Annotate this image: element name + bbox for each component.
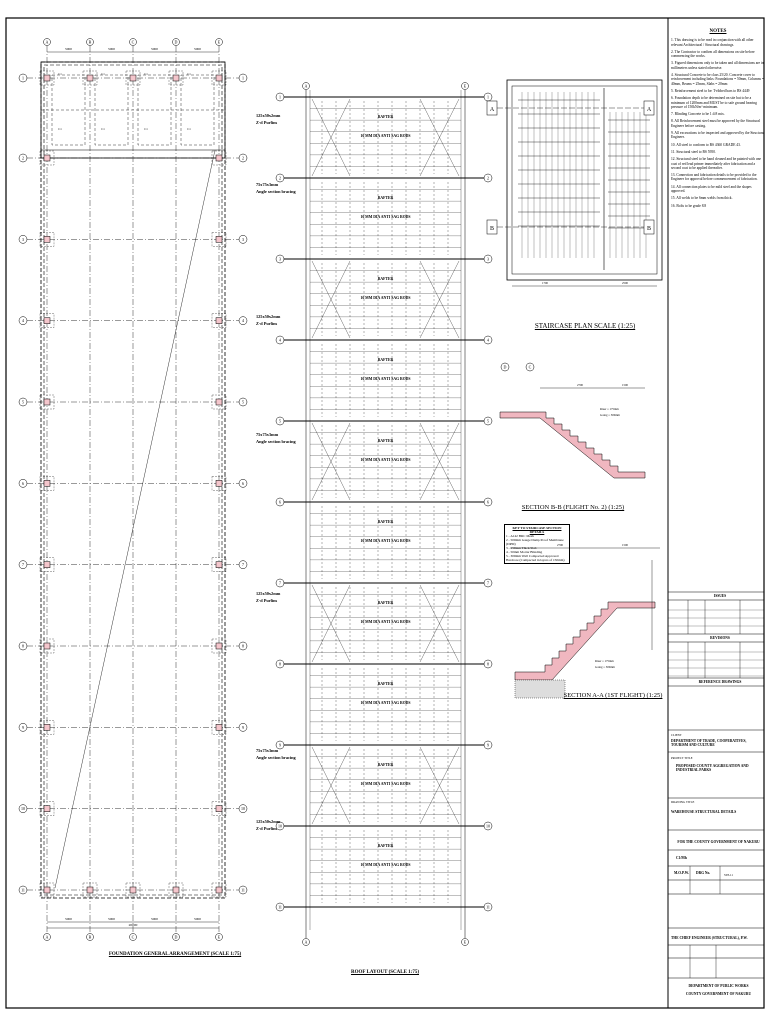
grid-number: 11 [241, 887, 245, 893]
note-item: 14. All connection plates to be mild steel and the shapes approved. [671, 184, 752, 194]
grid-number: 9 [22, 724, 24, 730]
column-base [216, 724, 222, 730]
note-item: 5. Reinforcement steel to be: T-ribbed bars to BS 4449 [671, 88, 750, 93]
note-item: 13. Connection and fabrication details to be provided to the Engineer for approval before commencement of fabrication. [671, 173, 758, 182]
column-base [216, 643, 222, 649]
signature-label: THE CHIEF ENGINEER (STRUCTURAL), P.W. [671, 936, 748, 940]
sag-rod-label: 16 MM DIA ANTI SAG RODS [360, 134, 411, 138]
column-label: C1 [187, 127, 191, 131]
grid-number: 2 [242, 155, 244, 161]
rafter-label: RAFTER [377, 358, 394, 362]
sag-rod-label: 16 MM DIA ANTI SAG RODS [360, 458, 411, 462]
grid-number: 4 [242, 318, 244, 324]
grid-number: 7 [279, 580, 281, 586]
column-base [216, 399, 222, 405]
general-notes [671, 30, 765, 211]
note-item: 4. Structural Concrete to be class 25/20. Concrete cover to reinforcement including links: Foundations = 50mm, Columns = 40mm, Beams = 25mm, Slabs = 20mm [671, 73, 764, 86]
grid-letter: C [131, 934, 135, 940]
grid-number: 10 [241, 806, 245, 812]
column-base [130, 75, 136, 81]
column-label: C1 [58, 127, 62, 131]
rafter-label: RAFTER [377, 277, 394, 281]
section-marker-a-label: A [489, 107, 495, 113]
sag-rod-label: 16 MM DIA ANTI SAG RODS [360, 215, 411, 219]
sag-rod-label: 16 MM DIA ANTI SAG RODS [360, 296, 411, 300]
grid-number: 1 [242, 75, 244, 81]
staircase-plan [487, 80, 662, 286]
grid-letter: B [88, 39, 92, 45]
side-label-1: 125x50x2mm [256, 591, 281, 596]
grid-letter: D [503, 364, 507, 370]
grid-number: 5 [242, 399, 244, 405]
staircase-key [504, 524, 570, 564]
grid-letter: A [45, 934, 49, 940]
column-base [44, 806, 50, 812]
grid-letter: E [463, 939, 467, 945]
grid-number: 3 [242, 236, 244, 242]
side-label-2: Z-d Purlins [256, 598, 278, 603]
column-label: C1 [58, 72, 62, 76]
grid-number: 6 [487, 499, 489, 505]
grid-letter: E [463, 83, 467, 89]
grid-letter: C [131, 39, 135, 45]
rafter-label: RAFTER [377, 601, 394, 605]
column-base [87, 887, 93, 893]
grid-number: 4 [487, 337, 489, 343]
sag-rod-label: 16 MM DIA ANTI SAG RODS [360, 701, 411, 705]
note-item: 1. This drawing is to be read in conjunction with all other relevant Architectural / Structural drawings. [671, 38, 754, 47]
column-base [130, 887, 136, 893]
leader-line [55, 150, 215, 888]
grid-number: 3 [279, 256, 281, 262]
revisions-label: REVISIONS [710, 636, 730, 640]
column-base [216, 480, 222, 486]
column-label: C1 [187, 72, 191, 76]
side-label-2: Z-d Purlins [256, 826, 278, 831]
going-note: Going = 300mm [600, 413, 620, 417]
key-item: 2 - 500mm Gauge Damp Proof Membrane (DPM) [506, 538, 564, 546]
reference-label: REFERENCE DRAWINGS [698, 680, 742, 684]
grid-letter: A [304, 83, 308, 89]
section-marker-b-label: B [489, 226, 495, 232]
column-base [44, 480, 50, 486]
note-item: 9. All excavations to be inspected and approved by the Structural Engineer. [671, 131, 765, 140]
side-label-1: 75x75x3mm [256, 748, 279, 753]
side-label-1: 125x50x2mm [256, 314, 281, 319]
grid-letter: A [304, 939, 308, 945]
note-item: 8. All Reinforcement steel must be approved by the Structural Engineer before casting. [671, 119, 761, 128]
sag-rod-label: 16 MM DIA ANTI SAG RODS [360, 539, 411, 543]
grid-letter: D [174, 934, 178, 940]
client-name: DEPARTMENT OF TRADE, COOPERATIVES, TOURISM AND CULTURE [671, 739, 747, 748]
note-item: 12. Structural steel to be hand cleaned and be painted with one coat of red lead primer immediately after fabrication and a second coat to be applied thereafter. [671, 157, 762, 170]
grid-number: 2 [279, 175, 281, 181]
drawing-name: WAREHOUSE STRUCTURAL DETAILS [671, 810, 737, 814]
column-base [216, 155, 222, 161]
grid-number: 8 [242, 643, 244, 649]
rafter-label: RAFTER [377, 115, 394, 119]
county-label: COUNTY GOVERNMENT OF NAKURU [685, 992, 752, 996]
grid-number: 6 [22, 480, 24, 486]
note-item: 6. Foundation depth to be determined on site but to be a minimum of 1200mm and MUST be to safe ground bearing pressure of 150kN/m² minimum. [671, 96, 757, 109]
rafter-label: RAFTER [377, 439, 394, 443]
grid-number: 1 [22, 75, 24, 81]
riser-note: Riser = 175mm [595, 659, 614, 663]
grid-number: 5 [487, 418, 489, 424]
note-item: 3. Figured dimensions only to be taken and all dimensions are in millimeters unless stated otherwise. [671, 61, 764, 70]
key-item: 1 - A142 BRC Mesh [506, 534, 534, 538]
column-label: C1 [101, 127, 105, 131]
sag-rod-label: 16 MM DIA ANTI SAG RODS [360, 782, 411, 786]
grid-number: 4 [279, 337, 281, 343]
column-base [173, 887, 179, 893]
title-block [668, 592, 764, 978]
note-item: 15. All welds to be 6mm welds from thick. [671, 196, 733, 201]
bay-dim: 5000 [194, 47, 201, 51]
column-base [216, 318, 222, 324]
bay-dim: 5000 [108, 917, 115, 921]
grid-number: 9 [242, 724, 244, 730]
section-marker-b-label: B [646, 226, 652, 232]
key-item: 4 - 50mm Mortar Blinding [506, 550, 543, 554]
client-label: CLIENT [671, 733, 682, 737]
grid-number: 10 [21, 806, 25, 812]
drg-label: DRG No. [696, 871, 711, 875]
grid-number: 11 [486, 904, 490, 910]
side-label-2: Angle section bracing [256, 439, 296, 444]
grid-letter: E [217, 39, 221, 45]
rafter-label: RAFTER [377, 520, 394, 524]
mopw-label: M.O.P.W. [674, 871, 689, 875]
rafter-label: RAFTER [377, 844, 394, 848]
going-note: Going = 300mm [595, 665, 615, 669]
column-base [44, 724, 50, 730]
staircase-plan-title: STAIRCASE PLAN SCALE (1:25) [534, 322, 636, 330]
column-label: C1 [101, 72, 105, 76]
column-label: C1 [144, 72, 148, 76]
grid-number: 7 [242, 562, 244, 568]
key-item: 5 - 300mm Well Compacted Approved Hardcore (Compacted in layers of 150mm) [506, 554, 565, 562]
grid-number: 6 [242, 480, 244, 486]
grid-number: 5 [279, 418, 281, 424]
side-label-2: Angle section bracing [256, 189, 296, 194]
bay-dim: 5000 [194, 917, 201, 921]
side-label-1: 75x75x3mm [256, 182, 279, 187]
roof-title: ROOF LAYOUT (SCALE 1:75) [350, 970, 420, 975]
column-base [216, 562, 222, 568]
plan-dim: 2500 [622, 281, 628, 285]
drawing-label: DRAWING TITLE [671, 800, 695, 804]
grid-number: 8 [279, 661, 281, 667]
grid-number: 5 [22, 399, 24, 405]
note-item: 2. The Contractor to confirm all dimensions on site before commencing the works. [671, 49, 755, 59]
column-base [216, 75, 222, 81]
column-base [87, 75, 93, 81]
side-label-2: Angle section bracing [256, 755, 296, 760]
column-base [44, 318, 50, 324]
section-aa-title: SECTION A-A (1ST FLIGHT) (1:25) [563, 692, 663, 699]
section-bb-title: SECTION B-B (FLIGHT No. 2) (1:25) [521, 504, 625, 511]
grid-number: 3 [487, 256, 489, 262]
grid-number: 1 [279, 94, 281, 100]
section-dim: 1500 [622, 543, 628, 547]
grid-number: 3 [22, 236, 24, 242]
column-base [216, 806, 222, 812]
for-county: FOR THE COUNTY GOVERNMENT OF NAKURU [677, 840, 760, 844]
rafter-label: RAFTER [377, 196, 394, 200]
notes-title: NOTES [709, 29, 727, 34]
sag-rod-label: 16 MM DIA ANTI SAG RODS [360, 863, 411, 867]
grid-number: 6 [279, 499, 281, 505]
column-base [216, 236, 222, 242]
project-name: PROPOSED COUNTY AGGREGATION AND INDUSTRIAL PARKS [676, 764, 749, 773]
side-label-2: Z-d Purlins [256, 321, 278, 326]
side-label-1: 125x50x2mm [256, 819, 281, 824]
staircase-key-title: KEY TO STAIRCASE SECTION DETAILS [512, 526, 562, 534]
sag-rod-label: 16 MM DIA ANTI SAG RODS [360, 620, 411, 624]
column-base [44, 562, 50, 568]
grid-number: 2 [487, 175, 489, 181]
side-label-1: 125x50x2mm [256, 113, 281, 118]
bay-dim: 5000 [151, 47, 158, 51]
note-item: 16. Bolts to be grade 8.8 [671, 203, 707, 208]
grid-number: 2 [22, 155, 24, 161]
grid-letter: D [174, 39, 178, 45]
bay-dim: 5000 [151, 917, 158, 921]
drg-number: ST8-11 [724, 873, 733, 877]
grid-letter: E [217, 934, 221, 940]
department-label: DEPARTMENT OF PUBLIC WORKS [688, 984, 749, 988]
bay-dim: 5000 [65, 917, 72, 921]
project-label: PROJECT TITLE [671, 756, 693, 760]
key-item: 3 - 150mm Thick Slab [506, 546, 537, 550]
plan-dim: 1700 [542, 281, 548, 285]
rafter-label: RAFTER [377, 682, 394, 686]
note-item: 10. All steel to conform to BS 4360 GRADE 43. [671, 142, 741, 147]
note-item: 11. Structural steel to BS 5950. [671, 149, 716, 154]
column-base [44, 75, 50, 81]
side-label-1: 75x75x3mm [256, 432, 279, 437]
grid-letter: C [528, 364, 532, 370]
column-base [44, 236, 50, 242]
section-dim: 1500 [622, 383, 628, 387]
grid-number: 11 [278, 904, 282, 910]
foundation-title: FOUNDATION GENERAL ARRANGEMENT (SCALE 1:75) [108, 952, 242, 957]
grid-letter: B [88, 934, 92, 940]
grid-number: 7 [487, 580, 489, 586]
grid-number: 9 [487, 742, 489, 748]
flight-2-slab [500, 412, 645, 478]
grid-number: 1 [487, 94, 489, 100]
total-dim: 20000 [128, 923, 138, 927]
column-base [216, 887, 222, 893]
section-dim: 2700 [557, 543, 563, 547]
side-label-2: Z-d Purlins [256, 120, 278, 125]
flight-1-slab [515, 602, 655, 680]
grid-number: 8 [22, 643, 24, 649]
grid-number: 4 [22, 318, 24, 324]
rafter-label: RAFTER [377, 763, 394, 767]
grid-number: 9 [279, 742, 281, 748]
grid-number: 7 [22, 562, 24, 568]
grid-number: 11 [21, 887, 25, 893]
cl-label: C1/Mh [676, 856, 687, 860]
bay-dim: 5000 [65, 47, 72, 51]
column-base [44, 887, 50, 893]
column-base [44, 155, 50, 161]
section-dim: 2700 [577, 383, 583, 387]
foundation-plan [19, 39, 247, 941]
grid-letter: A [45, 39, 49, 45]
column-base [173, 75, 179, 81]
riser-note: Riser = 175mm [600, 407, 619, 411]
grid-number: 10 [278, 823, 282, 829]
issues-label: ISSUES [713, 594, 727, 598]
section-marker-a-label: A [646, 107, 652, 113]
sag-rod-label: 16 MM DIA ANTI SAG RODS [360, 377, 411, 381]
column-label: C1 [144, 127, 148, 131]
column-base [44, 643, 50, 649]
grid-number: 10 [486, 823, 490, 829]
column-base [44, 399, 50, 405]
bay-dim: 5000 [108, 47, 115, 51]
grid-number: 8 [487, 661, 489, 667]
note-item: 7. Blinding Concrete to be 1:4:8 mix. [671, 112, 725, 117]
roof-layout [256, 83, 495, 946]
